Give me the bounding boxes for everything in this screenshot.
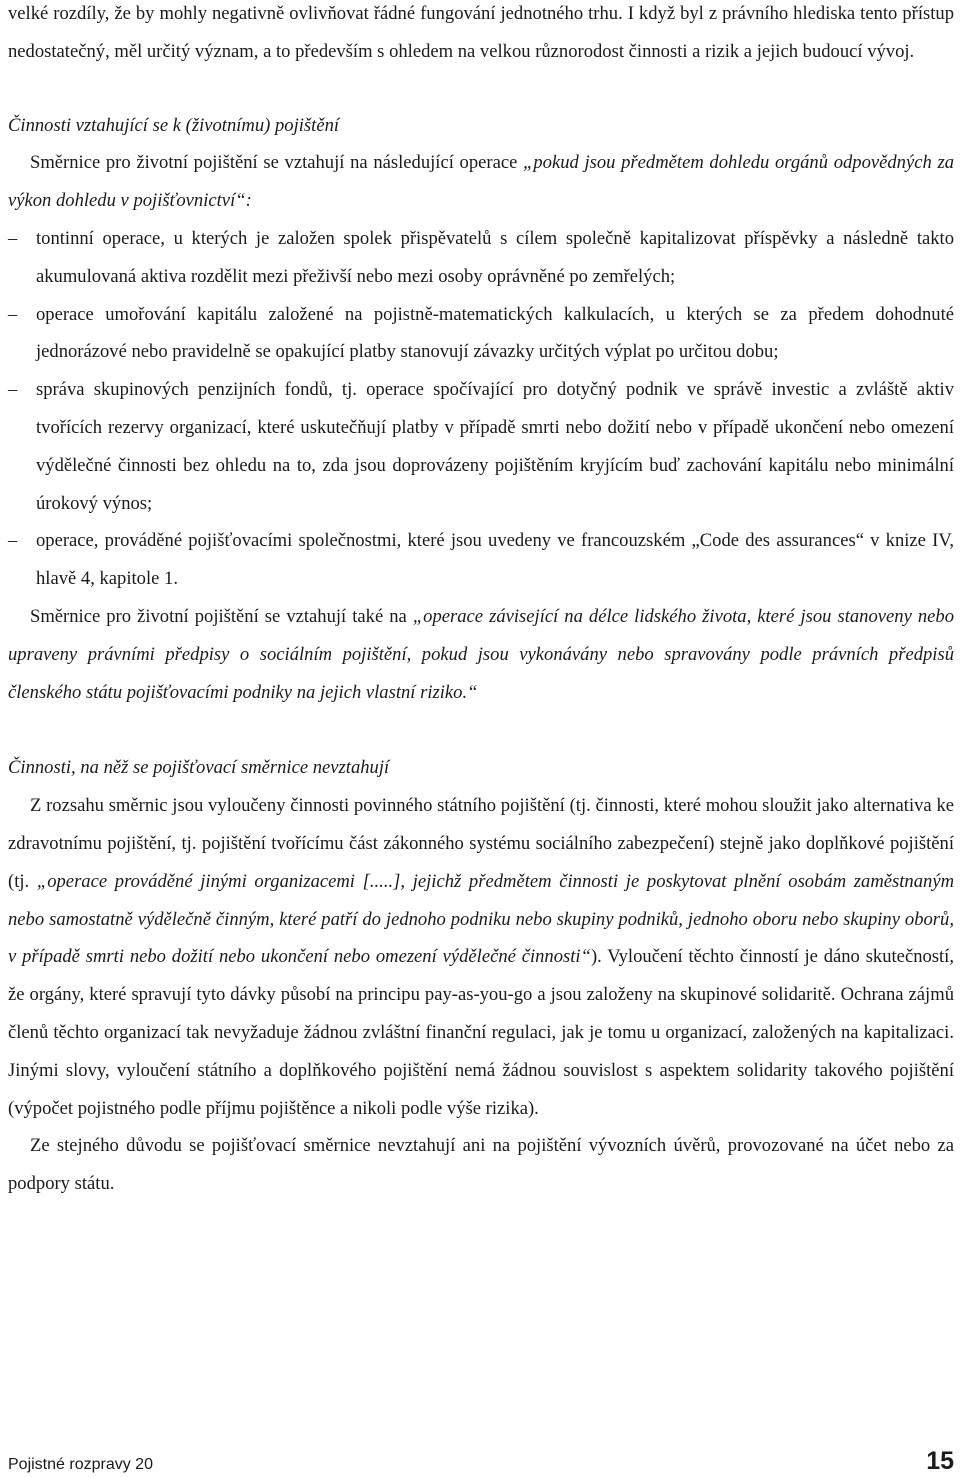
section1-lead-text: Směrnice pro životní pojištění se vztahují na následující operace [30,152,524,174]
list-item-text: operace, prováděné pojišťovacími společnostmi, které jsou uvedeny ve francouzském „Code des assurances“ v knize IV, hlavě 4, kapitole 1. [36,530,954,590]
list-item [8,371,954,522]
section1-lead-paragraph [8,144,954,220]
dash-bullet: – [8,379,18,401]
dash-bullet: – [8,530,18,552]
list-item [8,220,954,296]
section2-quote: „operace prováděné jinými organizacemi [.....], jejichž předmětem činnosti je poskytovat plnění osobám zaměstnaným nebo samostatně výdělečně činným, které patří do jednoho podniku nebo skupiny podniků, jednoho oboru nebo skupiny oborů, v případě smrti nebo dožití nebo ukončení nebo omezení výdělečné činnosti“ [8,870,954,968]
section1-closing-quote: „operace závisející na délce lidského života, které jsou stanoveny nebo upraveny právními předpisy o sociálním pojištění, pokud jsou vykonávány nebo spravovány podle právních předpisů členského státu pojišťovacími podniky na jejich vlastní riziko.“ [8,605,954,703]
dash-bullet: – [8,303,18,325]
section1-lead-quote: „pokud jsou předmětem dohledu orgánů odpovědných za výkon dohledu v pojišťovnictví“: [8,152,954,212]
section1-closing-paragraph [8,598,954,711]
section2-text-b: ). Vyloučení těchto činností je dáno skutečností, že orgány, které spravují tyto dávky působí na principu pay-as-you-go a jsou založeny na skupinové solidaritě. Ochrana zájmů členů těchto organizací tak nevyžaduje žádnou zvláštní finanční regulaci, jak je tomu u organizací, založených na kapitalizaci. Jinými slovy, vyloučení státního a doplňkového pojištění nemá žádnou souvislost s aspektem solidarity takového pojištění (výpočet pojistného podle příjmu pojištěnce a nikoli podle výše rizika). [8,946,955,1119]
list-item-text: správa skupinových penzijních fondů, tj. operace spočívající pro dotyčný podnik ve správě investic a zvláště aktiv tvořících rezervy organizací, které uskutečňují platby v případě smrti nebo dožití nebo v případě ukončení nebo omezení výdělečné činnosti bez ohledu na to, zda jsou doprovázeny pojištěním kryjícím buď zachování kapitálu nebo minimální úrokový výnos; [36,379,954,514]
page-content [8,0,954,1203]
section2-paragraph-1 [8,787,954,1127]
section1-closing-text: Směrnice pro životní pojištění se vztahují také na [30,605,413,627]
dash-bullet: – [8,227,18,249]
list-item [8,522,954,598]
journal-title: Pojistné rozpravy 20 [8,1456,153,1473]
section2-paragraph-2: Ze stejného důvodu se pojišťovací směrnice nevztahují ani na pojištění vývozních úvěrů, provozované na účet nebo za podpory státu. [8,1135,954,1195]
page-number: 15 [926,1447,954,1475]
section2-text-a: Z rozsahu směrnic jsou vyloučeny činnosti povinného státního pojištění (tj. činnosti, které mohou sloužit jako alternativa ke zdravotnímu pojištění, tj. pojištění tvořícímu část zákonného systému sociálního zabezpečení) stejně jako doplňkové pojištění (tj. [8,795,954,892]
section-heading-excluded-activities: Činnosti, na něž se pojišťovací směrnice nevztahují [8,757,390,779]
list-item-text: operace umořování kapitálu založené na pojistně-matematických kalkulacích, u kterých se za předem dohodnuté jednorázové nebo pravidelně se opakující platby stanovují závazky určitých výplat po určitou dobu; [36,303,954,363]
list-item-text: tontinní operace, u kterých je založen spolek přispěvatelů s cílem společně kapitalizovat příspěvky a následně takto akumulovaná aktiva rozdělit mezi přeživší nebo mezi osoby oprávněné po zemřelých; [36,227,954,287]
list-item [8,296,954,372]
section-heading-life-insurance: Činnosti vztahující se k (životnímu) pojištění [8,114,340,136]
page-footer [8,1446,954,1476]
intro-paragraph: velké rozdíly, že by mohly negativně ovlivňovat řádné fungování jednotného trhu. I když byl z právního hlediska tento přístup nedostatečný, měl určitý význam, a to především s ohledem na velkou různorodost činnosti a rizik a jejich budoucí vývoj. [8,3,954,62]
operations-list [8,220,954,598]
